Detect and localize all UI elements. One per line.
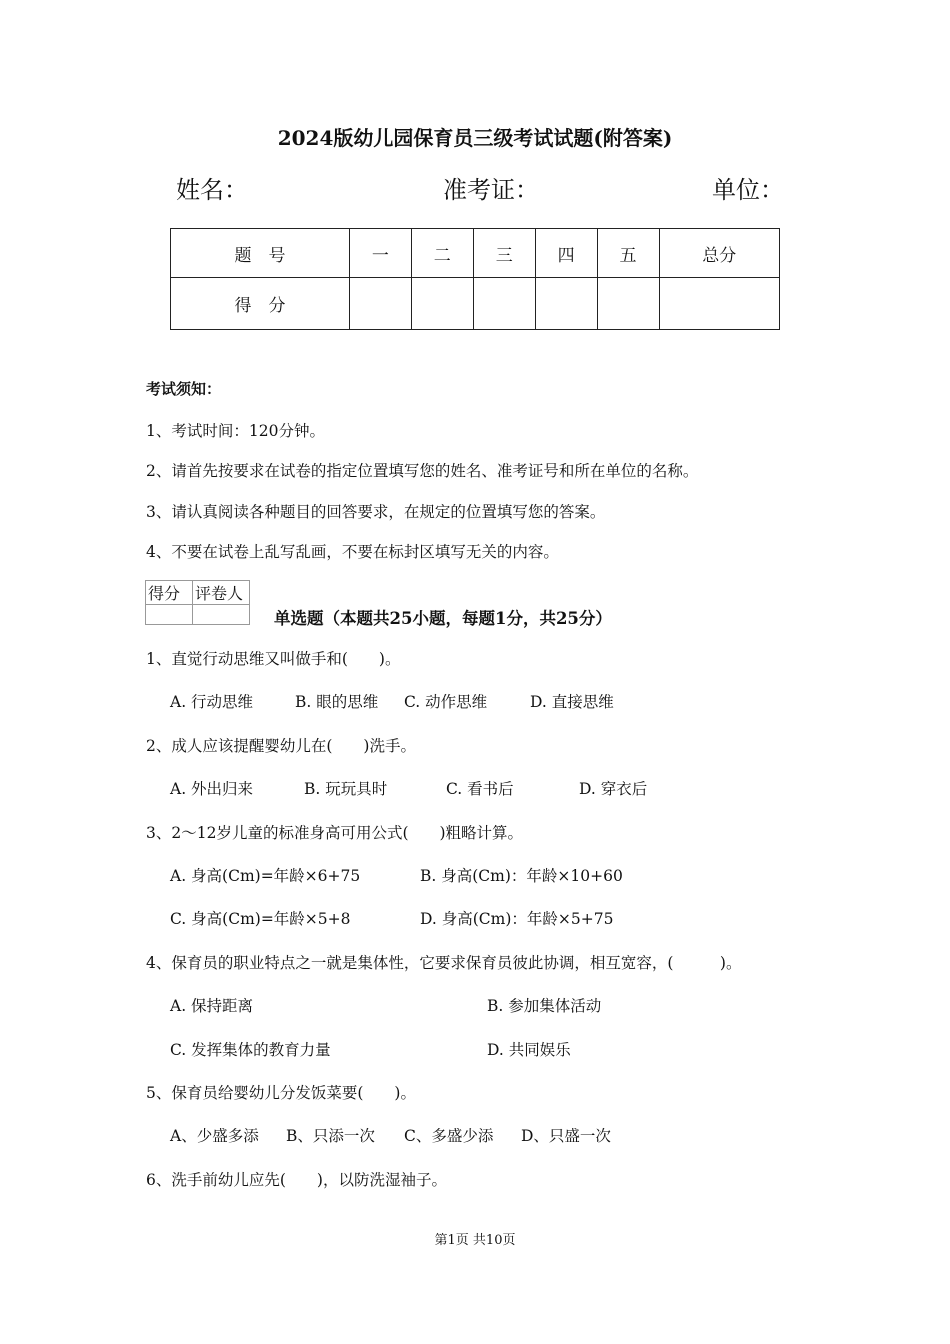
score-header-cell: 题 号 — [171, 229, 350, 278]
option: A、少盛多添 — [170, 1127, 259, 1145]
option: D、只盛一次 — [521, 1127, 611, 1145]
option: A. 保持距离 — [170, 997, 254, 1015]
score-header-cell: 三 — [473, 229, 535, 278]
notice-item: 2、请首先按要求在试卷的指定位置填写您的姓名、准考证号和所在单位的名称。 — [146, 462, 699, 480]
option: D. 直接思维 — [530, 693, 614, 711]
question-stem: 4、保育员的职业特点之一就是集体性，它要求保育员彼此协调，相互宽容，( )。 — [146, 954, 742, 972]
notice-item: 4、不要在试卷上乱写乱画，不要在标封区填写无关的内容。 — [146, 543, 559, 561]
score-header-cell: 四 — [535, 229, 597, 278]
option: A. 行动思维 — [170, 693, 254, 711]
option: D. 穿衣后 — [579, 780, 648, 798]
notice-heading: 考试须知： — [146, 380, 222, 398]
option: C. 动作思维 — [404, 693, 488, 711]
option: C. 看书后 — [446, 780, 514, 798]
score-cell[interactable] — [535, 278, 597, 330]
question-stem: 3、2～12岁儿童的标准身高可用公式( )粗略计算。 — [146, 824, 524, 842]
score-cell[interactable] — [659, 278, 779, 330]
score-header-cell: 二 — [411, 229, 473, 278]
option: D. 共同娱乐 — [487, 1041, 571, 1059]
option: A. 身高(Cm)=年龄×6+75 — [170, 867, 361, 885]
option: B. 身高(Cm)：年龄×10+60 — [420, 867, 623, 885]
question-stem: 5、保育员给婴幼儿分发饭菜要( )。 — [146, 1084, 416, 1102]
option: B、只添一次 — [286, 1127, 375, 1145]
option: B. 眼的思维 — [295, 693, 379, 711]
score-table — [170, 228, 780, 330]
unit-label: 单位： — [712, 176, 784, 204]
grader-name-cell[interactable] — [193, 605, 250, 625]
option: C. 身高(Cm)=年龄×5+8 — [170, 910, 351, 928]
score-cell[interactable] — [411, 278, 473, 330]
question-stem: 2、成人应该提醒婴幼儿在( )洗手。 — [146, 737, 416, 755]
score-cell[interactable] — [349, 278, 411, 330]
grader-score-label: 得分 — [146, 581, 193, 605]
option: C. 发挥集体的教育力量 — [170, 1041, 331, 1059]
score-header-cell: 五 — [597, 229, 659, 278]
option: B. 参加集体活动 — [487, 997, 602, 1015]
score-row-label: 得 分 — [171, 278, 350, 330]
question-stem: 1、直觉行动思维又叫做手和( )。 — [146, 650, 401, 668]
notice-item: 3、请认真阅读各种题目的回答要求，在规定的位置填写您的答案。 — [146, 503, 606, 521]
option: B. 玩玩具时 — [304, 780, 388, 798]
question-stem: 6、洗手前幼儿应先( )，以防洗湿袖子。 — [146, 1171, 447, 1189]
name-label: 姓名： — [176, 176, 248, 204]
score-header-cell: 总分 — [659, 229, 779, 278]
score-header-cell: 一 — [349, 229, 411, 278]
section-title: 单选题（本题共25小题，每题1分，共25分） — [274, 609, 612, 628]
option: A. 外出归来 — [170, 780, 254, 798]
score-cell[interactable] — [597, 278, 659, 330]
page-title: 2024版幼儿园保育员三级考试试题(附答案) — [277, 126, 673, 150]
score-table-header-row — [171, 229, 780, 278]
option: C、多盛少添 — [404, 1127, 494, 1145]
exam-number-label: 准考证： — [443, 176, 539, 204]
grader-box — [145, 580, 250, 625]
page-footer: 第1页 共10页 — [434, 1233, 516, 1248]
score-cell[interactable] — [473, 278, 535, 330]
notice-item: 1、考试时间：120分钟。 — [146, 422, 325, 440]
grader-name-label: 评卷人 — [193, 581, 250, 605]
option: D. 身高(Cm)：年龄×5+75 — [420, 910, 614, 928]
grader-score-cell[interactable] — [146, 605, 193, 625]
score-table-score-row — [171, 278, 780, 330]
